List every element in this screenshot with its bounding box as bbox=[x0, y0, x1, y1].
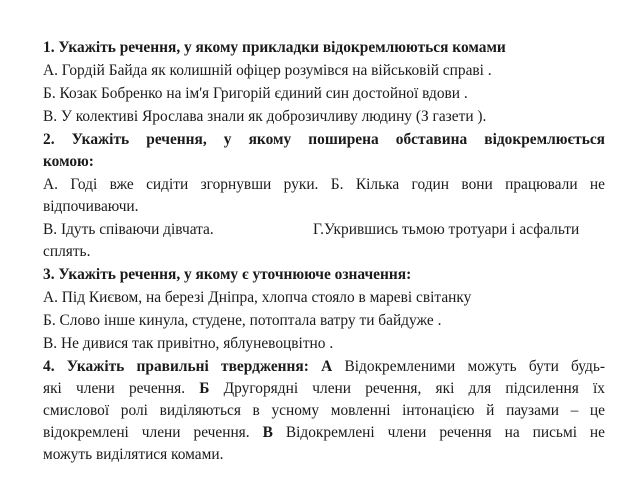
question-1-title: 1. Укажіть речення, у якому прикладки відокремлюються комами bbox=[43, 39, 506, 56]
statement-a-text-end: які члени речення. bbox=[43, 380, 186, 397]
question-4-line-3: смислової ролі виділяються в усному мовленні інтонацією й паузами – це bbox=[43, 402, 605, 419]
question-4-line-2 bbox=[43, 380, 605, 398]
question-3-title-text: . Укажіть речення, у якому є уточнююче означення: bbox=[50, 266, 412, 283]
question-4-line-4 bbox=[43, 424, 605, 442]
statement-a-label: А bbox=[321, 358, 333, 375]
question-1-option-a: А. Гордій Байда як колишній офіцер розумівся на військовій справі . bbox=[43, 62, 492, 79]
statement-v-text: Відокремлені члени речення на письмі не bbox=[285, 424, 605, 441]
question-3-option-a: А. Під Києвом, на березі Дніпра, хлопча стояло в мареві світанку bbox=[43, 289, 472, 306]
question-3-option-b: Б. Слово інше кинула, студене, потоптала ватру ти байдуже . bbox=[43, 312, 442, 329]
question-3-title bbox=[43, 266, 411, 284]
question-3-option-c: В. Не дивися так привітно, яблуневоцвітно . bbox=[43, 335, 334, 352]
question-1-option-c: В. У колективі Ярослава знали як доброзичливу людину (З газети ). bbox=[43, 108, 487, 125]
question-2-option-v: В. Ідуть співаючи дівчата. bbox=[43, 221, 214, 238]
statement-v-label: В bbox=[262, 424, 273, 441]
question-2-title: 2. Укажіть речення, у якому поширена обставина відокремлюється bbox=[43, 131, 605, 148]
question-4-line-1 bbox=[43, 358, 605, 376]
question-2-option-g: Г.Укрившись тьмою тротуари і асфальти bbox=[313, 221, 580, 238]
question-1-option-b: Б. Козак Бобренко на ім'я Григорій єдиний син достойної вдови . bbox=[43, 85, 468, 102]
question-3-number: 3 bbox=[43, 266, 51, 283]
statement-a-text: Відокремленими можуть бути будь- bbox=[344, 358, 605, 375]
question-2-options-line-2: відпочиваючи. bbox=[43, 198, 139, 215]
question-2-title-end: комою: bbox=[43, 153, 94, 170]
question-4-title: 4. Укажіть правильні твердження: bbox=[43, 358, 309, 375]
question-2-options-line-4: сплять. bbox=[43, 243, 91, 260]
statement-b-text: Другорядні члени речення, які для підсилення їх bbox=[223, 380, 605, 397]
statement-b-label: Б bbox=[199, 380, 210, 397]
statement-b-text-end: відокремлені члени речення. bbox=[43, 424, 250, 441]
question-2-options-line-1: А. Годі вже сидіти згорнувши руки. Б. Кілька годин вони працювали не bbox=[43, 176, 605, 193]
question-4-line-5: можуть виділятися комами. bbox=[43, 446, 224, 463]
